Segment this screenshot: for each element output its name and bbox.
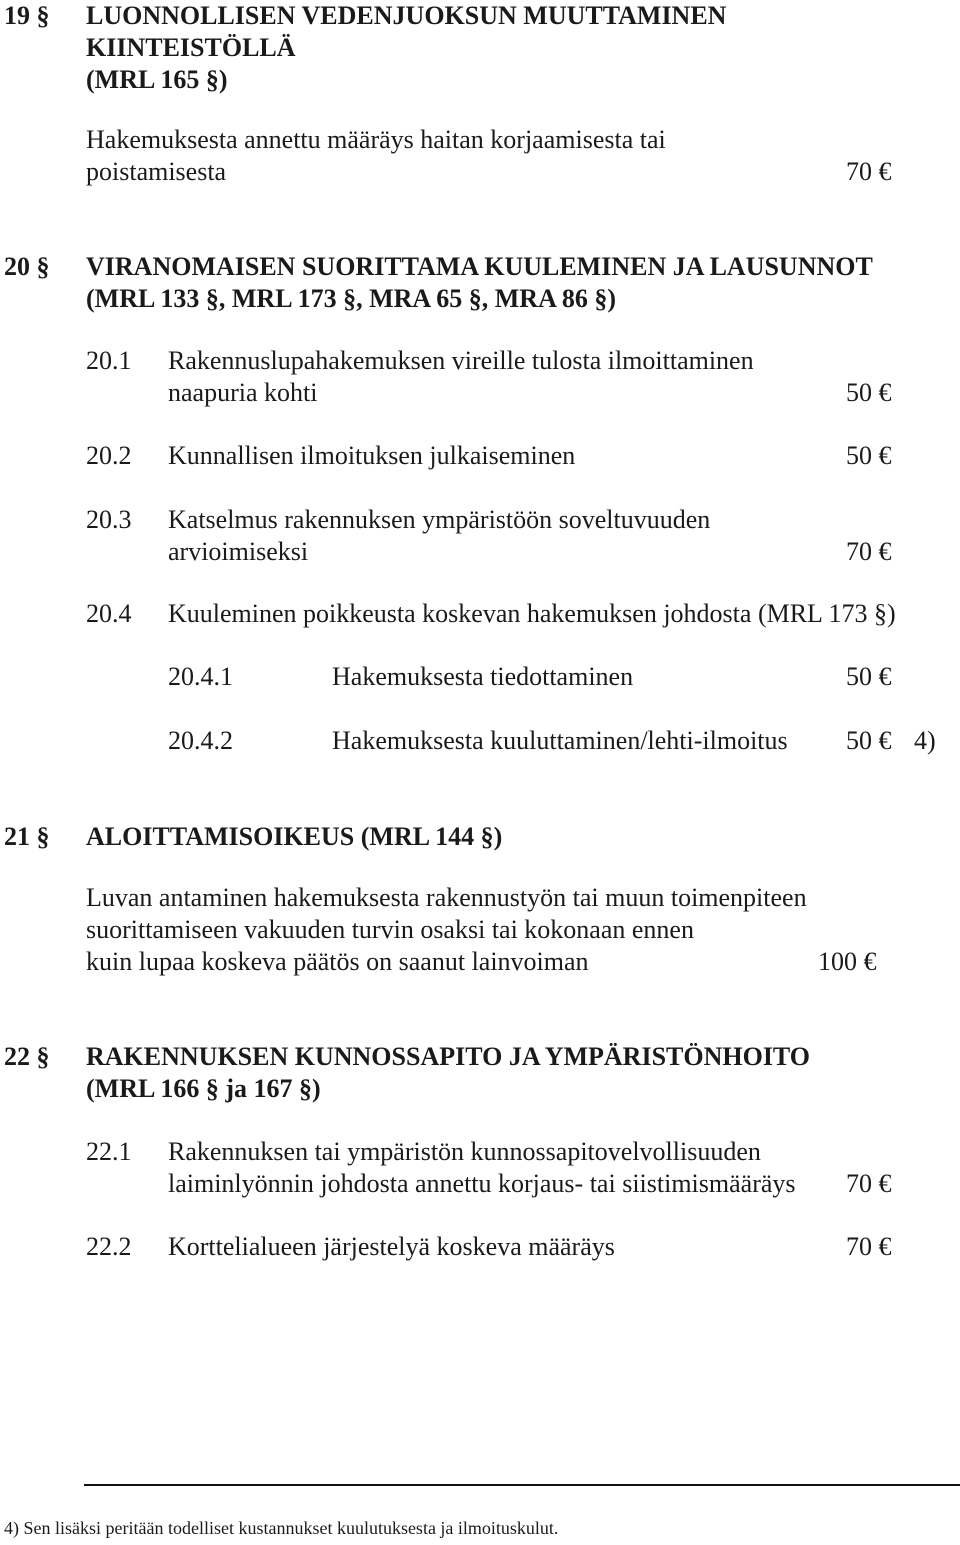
item-20-4-2-number: 20.4.2 bbox=[168, 726, 233, 755]
item-20-3-line1: Katselmus rakennuksen ympäristöön soveltuvuuden bbox=[168, 505, 711, 534]
item-20-4-1-price: 50 € bbox=[846, 662, 892, 691]
section-22-number: 22 § bbox=[4, 1042, 50, 1071]
section-19-number: 19 § bbox=[4, 1, 50, 30]
item-22-1-line2: laiminlyönnin johdosta annettu korjaus- tai siistimismääräys bbox=[168, 1169, 796, 1198]
item-20-1-line1: Rakennuslupahakemuksen vireille tulosta ilmoittaminen bbox=[168, 346, 754, 375]
item-22-1-line1: Rakennuksen tai ympäristön kunnossapitovelvollisuuden bbox=[168, 1137, 761, 1166]
section-21-number: 21 § bbox=[4, 822, 50, 851]
item-20-2-text: Kunnallisen ilmoituksen julkaiseminen bbox=[168, 441, 576, 470]
item-20-4-2-price: 50 € bbox=[846, 726, 892, 755]
item-22-2-text: Korttelialueen järjestelyä koskeva määräys bbox=[168, 1232, 615, 1261]
section-22-title-line1: RAKENNUKSEN KUNNOSSAPITO JA YMPÄRISTÖNHOITO bbox=[86, 1042, 811, 1071]
item-20-4-1-text: Hakemuksesta tiedottaminen bbox=[332, 662, 634, 691]
item-20-2-price: 50 € bbox=[846, 441, 892, 470]
item-20-4-number: 20.4 bbox=[86, 599, 132, 628]
item-20-2-number: 20.2 bbox=[86, 441, 132, 470]
item-20-3-number: 20.3 bbox=[86, 505, 132, 534]
item-20-3-line2: arvioimiseksi bbox=[168, 537, 309, 566]
section-19-item-price: 70 € bbox=[846, 157, 892, 186]
section-22-title-line2: (MRL 166 § ja 167 §) bbox=[86, 1074, 321, 1103]
item-20-4-2-text: Hakemuksesta kuuluttaminen/lehti-ilmoitus bbox=[332, 726, 788, 755]
footnote-text: 4) Sen lisäksi peritään todelliset kustannukset kuulutuksesta ja ilmoituskulut. bbox=[4, 1518, 559, 1538]
item-20-1-number: 20.1 bbox=[86, 346, 132, 375]
item-22-2-number: 22.2 bbox=[86, 1232, 132, 1261]
item-22-1-price: 70 € bbox=[846, 1169, 892, 1198]
item-20-4-text: Kuuleminen poikkeusta koskevan hakemuksen johdosta (MRL 173 §) bbox=[168, 599, 896, 628]
item-20-4-2-footnote-ref: 4) bbox=[914, 726, 936, 755]
section-19-title-line1: LUONNOLLISEN VEDENJUOKSUN MUUTTAMINEN bbox=[86, 1, 727, 30]
item-22-1-number: 22.1 bbox=[86, 1137, 132, 1166]
section-20-number: 20 § bbox=[4, 252, 50, 281]
section-19-item-line1: Hakemuksesta annettu määräys haitan korjaamisesta tai bbox=[86, 125, 666, 154]
section-19-title-line3: (MRL 165 §) bbox=[86, 65, 228, 94]
section-21-line3: kuin lupaa koskeva päätös on saanut lainvoiman bbox=[86, 947, 589, 976]
item-20-4-1-number: 20.4.1 bbox=[168, 662, 233, 691]
item-20-3-price: 70 € bbox=[846, 537, 892, 566]
item-20-1-price: 50 € bbox=[846, 378, 892, 407]
item-20-1-line2: naapuria kohti bbox=[168, 378, 318, 407]
section-21-price: 100 € bbox=[818, 947, 877, 976]
section-21-line1: Luvan antaminen hakemuksesta rakennustyön tai muun toimenpiteen bbox=[86, 883, 807, 912]
section-21-line2: suorittamiseen vakuuden turvin osaksi tai kokonaan ennen bbox=[86, 915, 694, 944]
section-19-item-line2: poistamisesta bbox=[86, 157, 227, 186]
section-19-title-line2: KIINTEISTÖLLÄ bbox=[86, 33, 296, 62]
section-20-title-line1: VIRANOMAISEN SUORITTAMA KUULEMINEN JA LAUSUNNOT bbox=[86, 252, 873, 281]
section-21-title: ALOITTAMISOIKEUS (MRL 144 §) bbox=[86, 822, 503, 851]
item-22-2-price: 70 € bbox=[846, 1232, 892, 1261]
footnote-separator bbox=[84, 1484, 960, 1486]
section-20-title-line2: (MRL 133 §, MRL 173 §, MRA 65 §, MRA 86 §) bbox=[86, 284, 617, 313]
